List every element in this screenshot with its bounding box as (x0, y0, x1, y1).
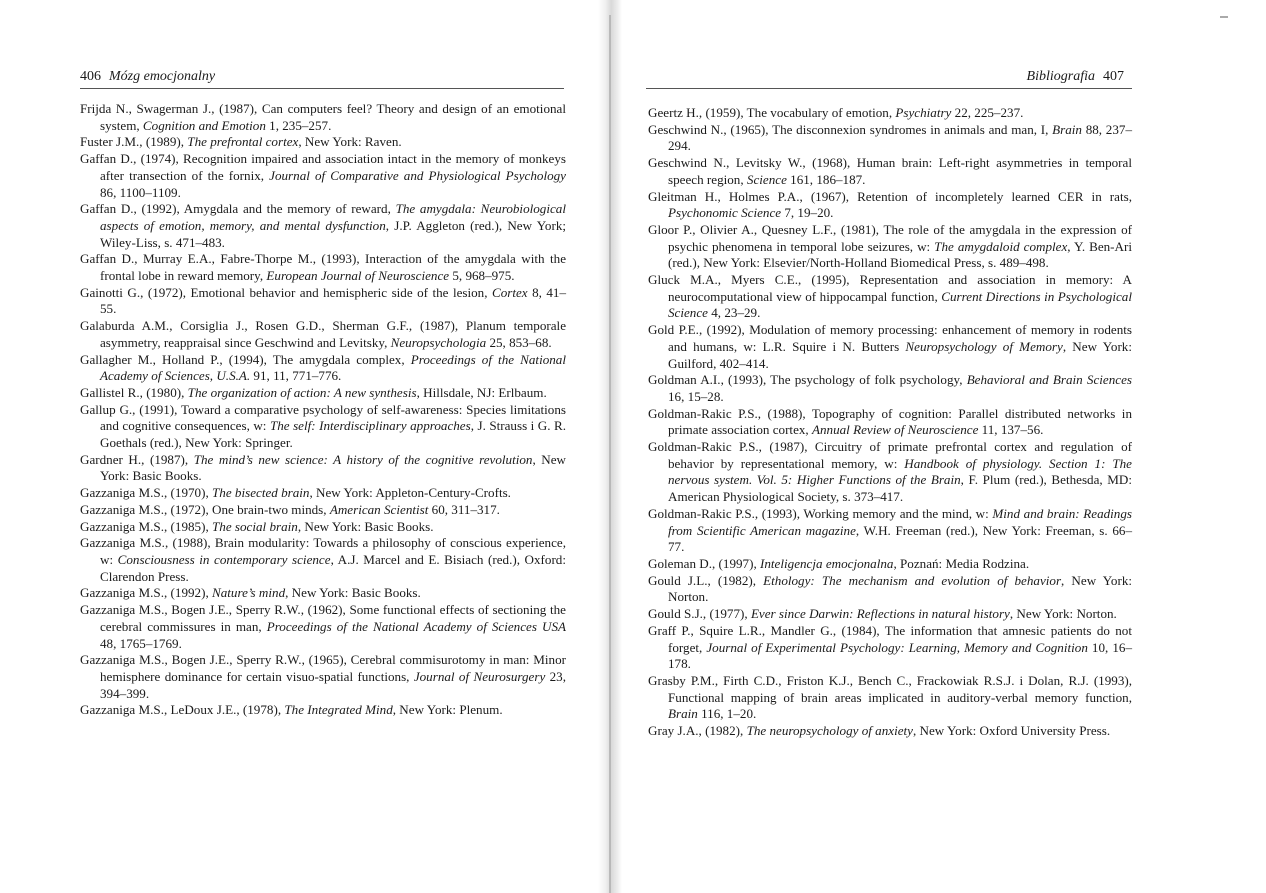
entry-text: Gloor P., Olivier A., Quesney L.F., (1981), The role of the amygdala in the expression of psychic phenomena in temporal lobe seizures, w: (648, 221, 1132, 254)
entry-text-tail: 23, 394–399. (100, 668, 567, 701)
bibliography-entry (80, 652, 566, 702)
entry-text-tail: , F. Plum (red.), Bethesda, MD: American Physiological Society, s. 373–417. (668, 472, 1132, 505)
entry-text-tail: 60, 311–317. (428, 501, 500, 517)
entry-text: Gaffan D., Murray E.A., Fabre-Thorpe M., (1993), Interaction of the amygdala with the frontal lobe in reward memory, (80, 251, 566, 284)
bibliography-entry (80, 602, 566, 652)
entry-text: Gainotti G., (1972), Emotional behavior and hemispheric side of the lesion, (80, 284, 492, 300)
entry-text-tail: 22, 225–237. (951, 105, 1024, 120)
entry-text-tail: , New York: Appleton-Century-Crofts. (309, 485, 511, 501)
entry-text-tail: , New York: Basic Books. (285, 585, 421, 601)
entry-text-tail: 88, 237–294. (668, 121, 1132, 154)
right-page-number: 407 (1103, 69, 1124, 84)
bibliography-entry (80, 452, 566, 485)
entry-text: Gazzaniga M.S., (1985), (80, 518, 212, 534)
entry-text: Gaffan D., (1992), Amygdala and the memory of reward, (80, 201, 396, 217)
right-bibliography-list (648, 105, 1132, 740)
entry-italic-title: Current Directions in Psychological Science (668, 288, 1132, 321)
entry-italic-title: Consciousness in contemporary science (117, 551, 331, 567)
entry-italic-title: Ever since Darwin: Reflections in natural history (750, 606, 1010, 622)
entry-italic-title: Cortex (491, 284, 528, 300)
bibliography-entry (648, 122, 1132, 155)
entry-italic-title: Journal of Experimental Psychology: Learning, Memory and Cognition (706, 639, 1088, 655)
entry-text-tail: 116, 1–20. (697, 706, 757, 722)
entry-text-tail: , A.J. Marcel and E. Bisiach (red.), Oxford: Clarendon Press. (100, 551, 566, 584)
bibliography-entry (80, 151, 566, 201)
entry-text-tail: , New York: Guilford, 402–414. (668, 338, 1132, 371)
bibliography-entry (648, 623, 1132, 673)
entry-text-tail: , J.P. Aggleton (red.), New York; Wiley-Liss, s. 471–483. (100, 217, 567, 250)
entry-italic-title: The neuropsychology of anxiety (746, 723, 913, 739)
bibliography-entry (80, 535, 566, 585)
entry-italic-title: Inteligencja emocjonalna (760, 555, 894, 571)
entry-text: Gallup G., (1991), Toward a comparative psychology of self-awareness: Species limitations and cognitive consequences, w: (80, 401, 566, 434)
entry-text-tail: , New York: Norton. (1009, 606, 1117, 622)
bibliography-entry (80, 201, 566, 251)
entry-text-tail: 5, 968–975. (449, 268, 515, 284)
left-header-rule (80, 88, 564, 89)
bibliography-entry (648, 155, 1132, 188)
bibliography-entry (80, 485, 566, 502)
entry-text: Gould S.J., (1977), (648, 606, 751, 622)
entry-italic-title: Journal of Comparative and Physiological Psychology (269, 167, 566, 183)
entry-italic-title: Psychiatry (895, 105, 952, 120)
entry-italic-title: European Journal of Neuroscience (266, 268, 450, 284)
entry-italic-title: Mind and brain: Readings from Scientific American magazine (668, 505, 1132, 538)
left-page-number: 406 (80, 69, 101, 84)
entry-text: Goldman A.I., (1993), The psychology of folk psychology, (648, 372, 967, 388)
entry-text-tail: , New York: Oxford University Press. (912, 723, 1111, 739)
entry-text-tail: , New York: Basic Books. (297, 518, 434, 534)
entry-text: Gluck M.A., Myers C.E., (1995), Representation and association in memory: A neurocomputational view of hippocampal function, (648, 272, 1132, 304)
entry-italic-title: Proceedings of the National Academy of Sciences, U.S.A. (100, 351, 566, 384)
entry-text: Gold P.E., (1992), Modulation of memory processing: enhancement of memory in rodents and humans, w: L.R. Squire i N. Butters (648, 322, 1132, 354)
entry-italic-title: Journal of Neurosurgery (413, 668, 546, 684)
entry-text-tail: , New York: Plenum. (392, 702, 503, 718)
entry-italic-title: The organization of action: A new synthesis (187, 384, 417, 400)
entry-italic-title: Neuropsychologia (390, 334, 487, 350)
entry-text-tail: , W.H. Freeman (red.), New York: Freeman, s. 66–77. (668, 522, 1132, 555)
entry-text-tail: 16, 15–28. (668, 388, 724, 404)
entry-text: Frijda N., Swagerman J., (1987), Can computers feel? Theory and design of an emotional system, (80, 101, 566, 133)
entry-text-tail: , New York: Raven. (298, 134, 402, 150)
entry-text: Gazzaniga M.S., (1988), Brain modularity: Towards a philosophy of conscious experience, w: (80, 535, 566, 567)
entry-italic-title: The prefrontal cortex (187, 134, 299, 150)
entry-text: Gallistel R., (1980), (80, 384, 188, 400)
entry-text: Gazzaniga M.S., LeDoux J.E., (1978), (80, 702, 285, 718)
entry-text: Grasby P.M., Firth C.D., Friston K.J., Bench C., Frackowiak R.S.J. i Dolan, R.J. (1993), Functional mapping of brain areas implicated in auditory-verbal memory function, (648, 672, 1132, 705)
entry-text-tail: 11, 137–56. (978, 422, 1044, 438)
entry-text: Gaffan D., (1974), Recognition impaired and association intact in the memory of monkeys after transection of the fornix, (80, 151, 566, 183)
entry-italic-title: The mind’s new science: A history of the cognitive revolution (193, 451, 533, 467)
entry-text-tail: 86, 1100–1109. (100, 184, 181, 200)
entry-text: Goleman D., (1997), (648, 555, 761, 571)
entry-text: Goldman-Rakic P.S., (1993), Working memory and the mind, w: (648, 505, 993, 521)
entry-italic-title: Science (746, 171, 787, 187)
bibliography-entry (80, 502, 566, 519)
bibliography-entry (80, 101, 566, 134)
entry-text: Gazzaniga M.S., (1970), (80, 485, 212, 501)
bibliography-entry (80, 285, 566, 318)
bibliography-entry (648, 406, 1132, 439)
bibliography-entry (648, 573, 1132, 606)
entry-text-tail: 25, 853–68. (486, 334, 552, 350)
bibliography-entry (648, 506, 1132, 556)
entry-italic-title: The amygdaloid complex (934, 238, 1068, 254)
entry-text: Geschwind N., Levitsky W., (1968), Human brain: Left-right asymmetries in temporal speech region, (648, 155, 1132, 187)
entry-text: Gazzaniga M.S., (1972), One brain-two minds, (80, 501, 330, 517)
entry-italic-title: Nature’s mind (212, 585, 286, 601)
entry-italic-title: Behavioral and Brain Sciences (966, 372, 1132, 388)
entry-text-tail: 8, 41–55. (100, 284, 566, 317)
left-running-head: Mózg emocjonalny (109, 69, 216, 84)
entry-text-tail: 10, 16–178. (668, 639, 1132, 672)
bibliography-entry (648, 189, 1132, 222)
bibliography-entry (648, 439, 1132, 506)
entry-italic-title: American Scientist (329, 501, 429, 517)
entry-italic-title: The Integrated Mind (284, 702, 393, 718)
entry-italic-title: The social brain (212, 518, 298, 534)
entry-text: Gould J.L., (1982), (648, 572, 764, 588)
bibliography-entry (80, 702, 566, 719)
bibliography-entry (648, 673, 1132, 723)
entry-text-tail: , Y. Ben-Ari (red.), New York: Elsevier/North-Holland Biomedical Press, s. 489–498. (668, 238, 1133, 271)
entry-text-tail: , New York: Norton. (668, 572, 1133, 605)
bibliography-entry (648, 272, 1132, 322)
entry-text: Gazzaniga M.S., Bogen J.E., Sperry R.W., (1965), Cerebral commisurotomy in man: Minor hemisphere dominance for certain visuo-spatial functions, (80, 652, 566, 684)
entry-text-tail: 91, 11, 771–776. (250, 368, 342, 384)
bibliography-entry (80, 352, 566, 385)
bibliography-entry (80, 318, 566, 351)
bibliography-entry (648, 222, 1132, 272)
entry-text: Geertz H., (1959), The vocabulary of emotion, (648, 105, 896, 120)
bibliography-entry (648, 723, 1132, 740)
entry-text-tail: , Hillsdale, NJ: Erlbaum. (416, 384, 547, 400)
entry-italic-title: Cognition and Emotion (142, 117, 266, 133)
bibliography-entry (80, 385, 566, 402)
left-bibliography-list (80, 101, 566, 719)
entry-text: Gallagher M., Holland P., (1994), The amygdala complex, (80, 351, 411, 367)
entry-italic-title: Brain (668, 706, 698, 722)
bibliography-entry (80, 402, 566, 452)
entry-text: Goldman-Rakic P.S., (1988), Topography of cognition: Parallel distributed networks in primate association cortex, (648, 405, 1132, 438)
right-header-rule (646, 88, 1132, 89)
bibliography-entry (648, 606, 1132, 623)
entry-text: Graff P., Squire L.R., Mandler G., (1984), The information that amnesic patients do not forget, (648, 622, 1132, 655)
entry-text-tail: 48, 1765–1769. (100, 635, 182, 651)
right-running-header (1027, 68, 1124, 86)
entry-text: Gleitman H., Holmes P.A., (1967), Retention of incompletely learned CER in rats, (648, 188, 1132, 204)
bibliography-entry (80, 251, 566, 284)
bibliography-entry (648, 372, 1132, 405)
entry-text-tail: 7, 19–20. (781, 205, 834, 221)
entry-text: Gray J.A., (1982), (648, 723, 747, 739)
entry-text: Gazzaniga M.S., Bogen J.E., Sperry R.W., (1962), Some functional effects of sectioning the cerebral commissures in man, (80, 602, 566, 634)
bibliography-entry (648, 105, 1132, 122)
gutter-fold-line (609, 15, 611, 893)
entry-italic-title: The bisected brain (212, 485, 310, 501)
entry-italic-title: Proceedings of the National Academy of Sciences USA (266, 618, 566, 634)
entry-text: Geschwind N., (1965), The disconnexion syndromes in animals and man, I, (648, 121, 1053, 137)
entry-text-tail: , J. Strauss i G. R. Goethals (red.), New York: Springer. (100, 418, 567, 451)
bibliography-entry (80, 585, 566, 602)
entry-text: Galaburda A.M., Corsiglia J., Rosen G.D., Sherman G.F., (1987), Planum temporale asymmetry, reappraisal since Geschwind and Levitsky, (80, 318, 566, 350)
entry-italic-title: Annual Review of Neuroscience (811, 422, 979, 438)
bibliography-entry (80, 134, 566, 151)
bibliography-entry (648, 556, 1132, 573)
entry-italic-title: The self: Interdisciplinary approaches (269, 418, 471, 434)
entry-text-tail: 161, 186–187. (786, 171, 866, 187)
entry-text: Gardner H., (1987), (80, 451, 194, 467)
entry-italic-title: Handbook of physiology. Section 1: The nervous system. Vol. 5: Higher Functions of the Brain (668, 455, 1132, 488)
entry-text-tail: , Poznań: Media Rodzina. (893, 555, 1030, 571)
entry-italic-title: Psychonomic Science (668, 205, 782, 221)
entry-text: Goldman-Rakic P.S., (1987), Circuitry of primate prefrontal cortex and regulation of behavior by representational memory, w: (648, 439, 1132, 471)
entry-text-tail: 4, 23–29. (707, 305, 761, 321)
right-running-head: Bibliografia (1026, 69, 1095, 84)
entry-italic-title: Neuropsychology of Memory (905, 338, 1063, 354)
entry-text-tail: , New York: Basic Books. (100, 451, 566, 484)
entry-italic-title: Ethology: The mechanism and evolution of behavior (763, 572, 1062, 588)
left-running-header (80, 68, 215, 86)
entry-text: Gazzaniga M.S., (1992), (80, 585, 212, 601)
entry-italic-title: Brain (1052, 121, 1082, 137)
entry-text-tail: 1, 235–257. (265, 117, 332, 133)
bibliography-entry (80, 519, 566, 536)
entry-text: Fuster J.M., (1989), (80, 134, 188, 150)
entry-italic-title: The amygdala: Neurobiological aspects of emotion, memory, and mental dysfunction (100, 201, 566, 233)
bibliography-entry (648, 322, 1132, 372)
